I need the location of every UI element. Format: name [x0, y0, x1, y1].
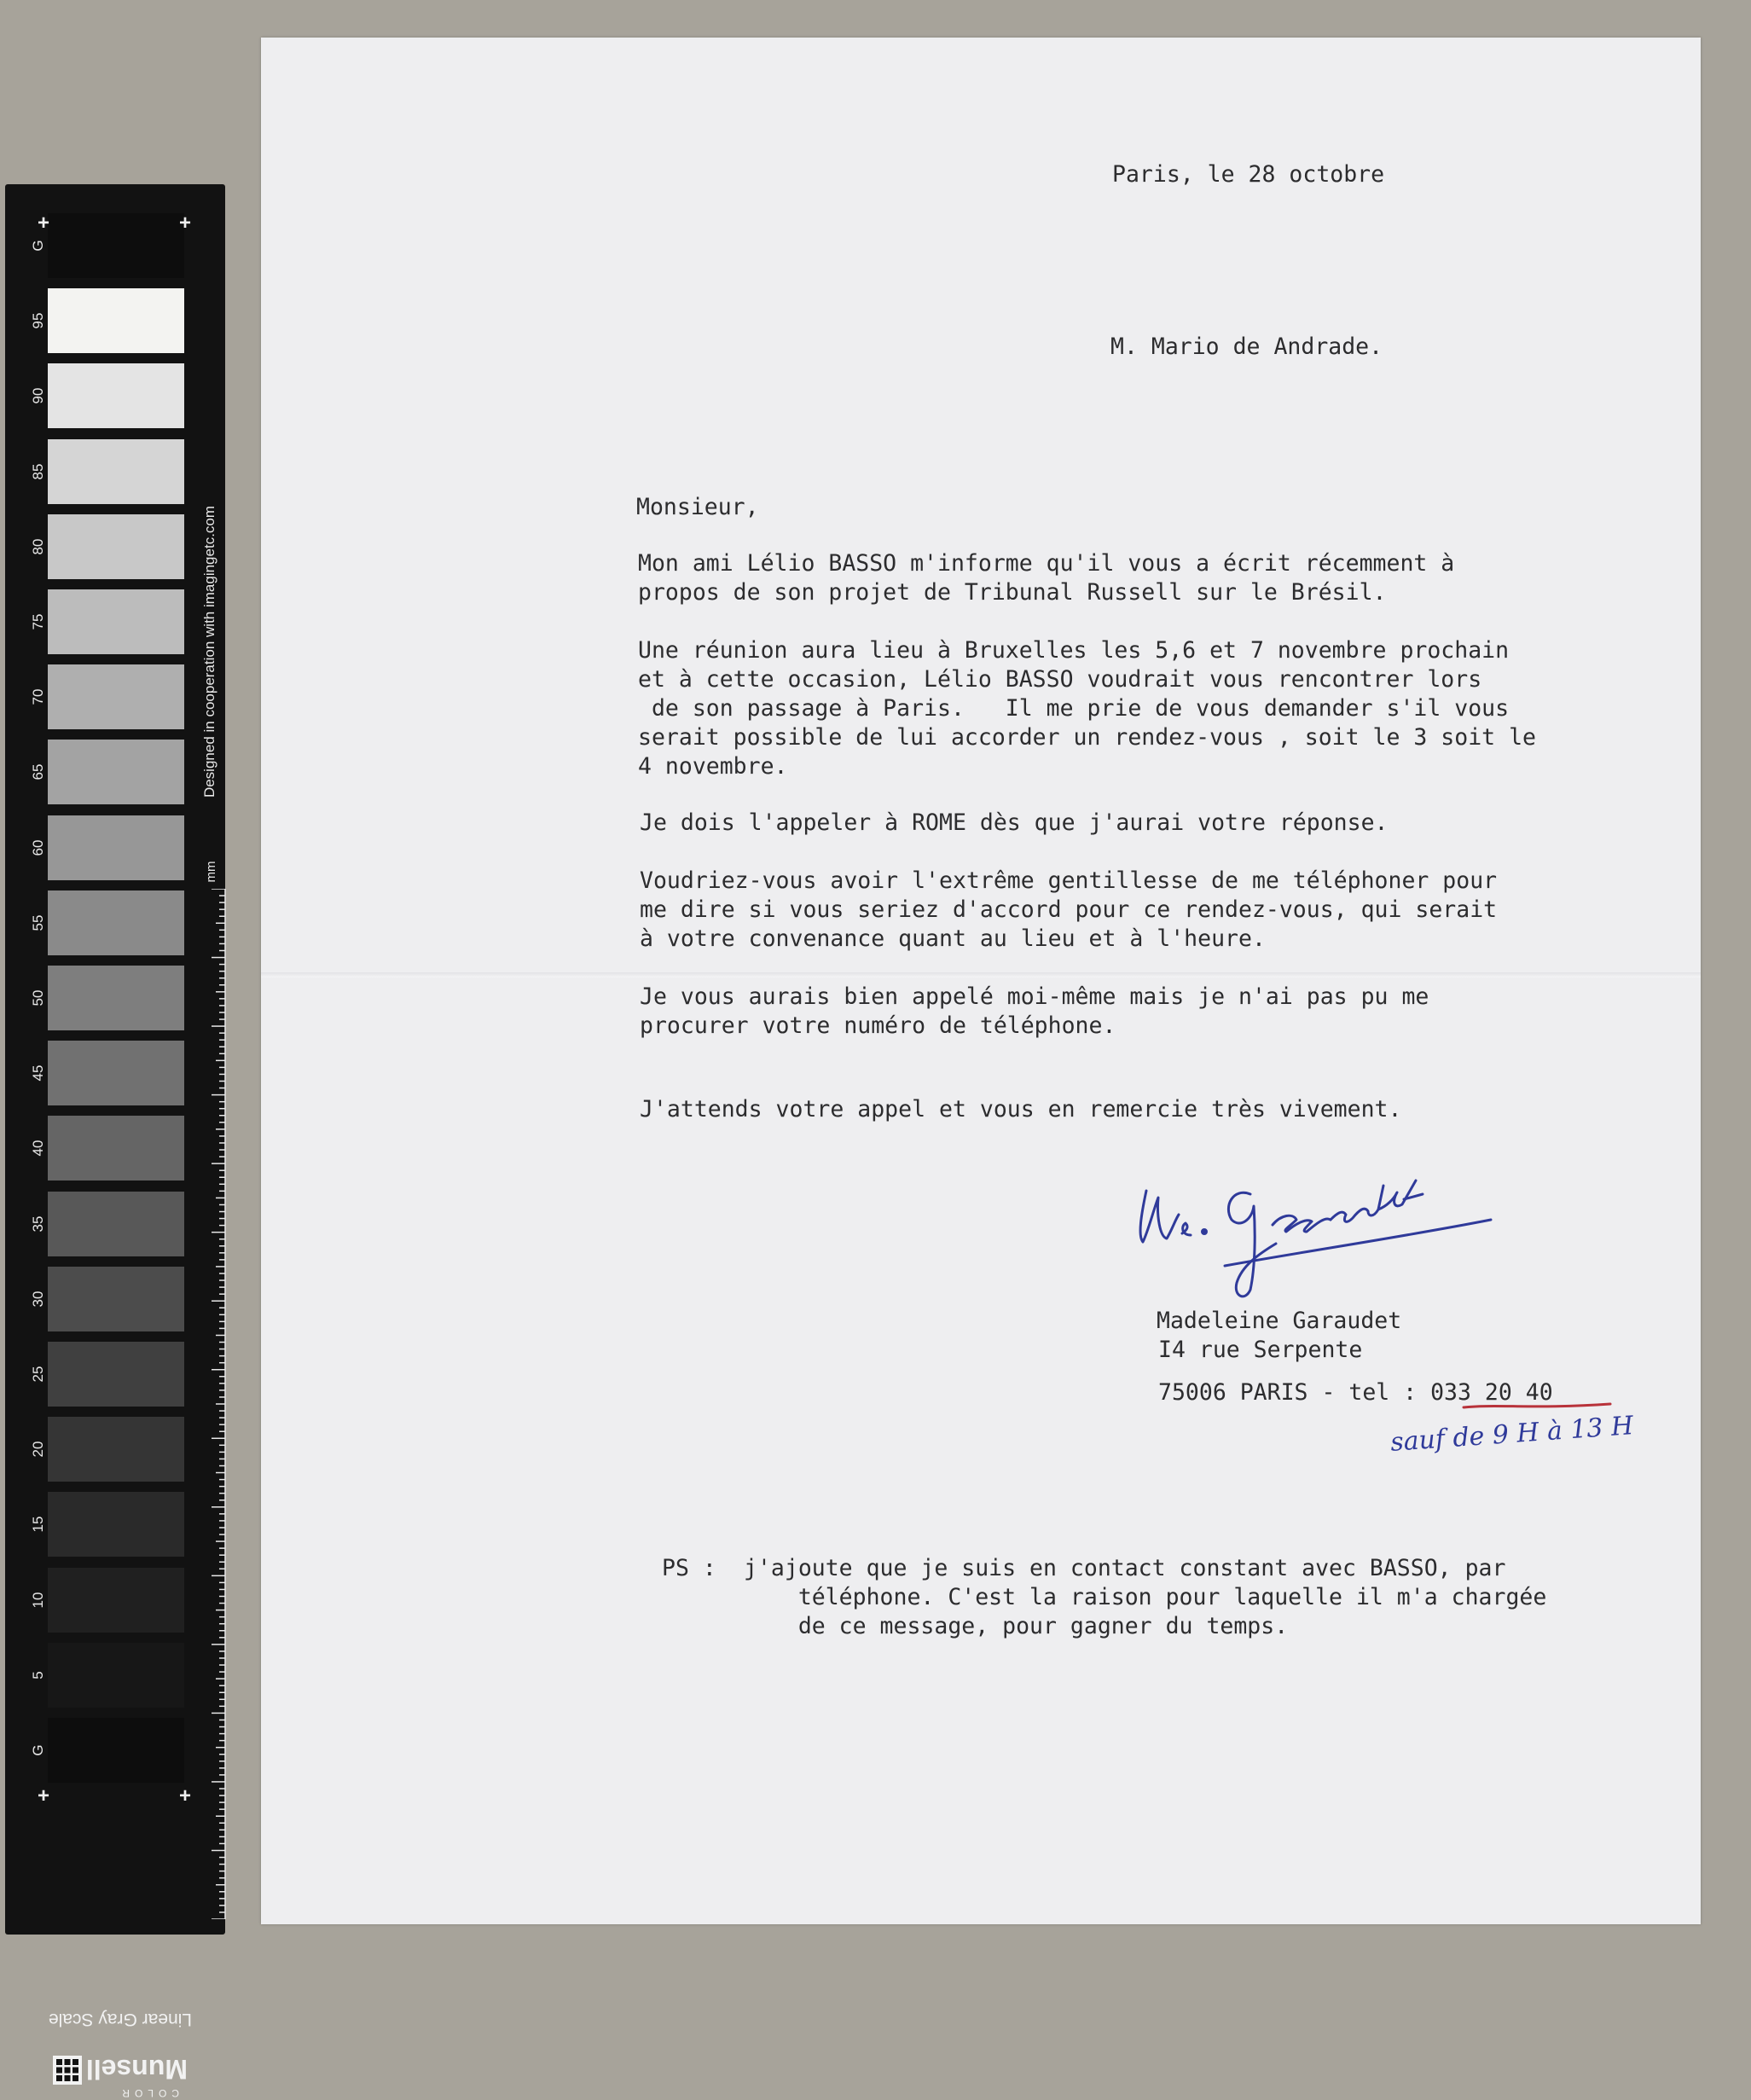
gray-swatch [48, 213, 184, 278]
handwritten-signature [1122, 1138, 1549, 1308]
gray-step-label: 50 [30, 989, 46, 1006]
sender-phone: 033 20 40 [1430, 1379, 1553, 1406]
gray-swatch [48, 1718, 184, 1783]
paper-fold [261, 972, 1701, 977]
paragraph-1: Mon ami Lélio BASSO m'informe qu'il vous a écrit récemment à propos de son projet de Tribunal Russell sur le Brésil. [638, 550, 1455, 606]
gray-step-label: G [30, 1744, 46, 1756]
gray-swatch [48, 439, 184, 504]
gray-step-label: 30 [30, 1291, 46, 1308]
gray-step-label: 95 [30, 312, 46, 329]
gray-swatch [48, 288, 184, 353]
date-line: Paris, le 28 octobre [1112, 161, 1385, 188]
gray-step-label: 75 [30, 613, 46, 630]
gray-swatch [48, 740, 184, 804]
gray-swatch [48, 1568, 184, 1633]
gray-step-label: 85 [30, 463, 46, 480]
paragraph-2: Une réunion aura lieu à Bruxelles les 5,6 et 7 novembre prochain et à cette occasion, Lélio BASSO voudrait vous rencontrer lors de son passage à Paris. Il me prie de vous demander s'il vous serait possible de lui accorder un rendez-vous , soit le 3 soit le 4 novembre. [638, 637, 1536, 780]
munsell-logo [51, 2045, 188, 2100]
registration-mark: + [38, 1784, 50, 1807]
gray-swatch [48, 514, 184, 579]
gray-swatch [48, 1116, 184, 1181]
gray-swatch [48, 1192, 184, 1256]
gray-step-label: G [30, 240, 46, 252]
gray-step-label: 55 [30, 914, 46, 931]
gray-step-label: 35 [30, 1215, 46, 1233]
sender-name: Madeleine Garaudet [1157, 1308, 1402, 1334]
gray-step-label: 5 [30, 1671, 46, 1679]
gray-swatch [48, 1492, 184, 1557]
gray-step-label: 40 [30, 1140, 46, 1157]
gray-swatch [48, 664, 184, 729]
gray-step-label: 45 [30, 1065, 46, 1082]
gray-step-label: 10 [30, 1592, 46, 1609]
brand-sub: COLOR [117, 2087, 179, 2099]
paragraph-5: Je vous aurais bien appelé moi-même mais je n'ai pas pu me procurer votre numéro de téléphone. [640, 983, 1429, 1039]
gray-swatch [48, 966, 184, 1030]
registration-mark: + [179, 1784, 192, 1807]
gray-step-label: 90 [30, 387, 46, 404]
unit-label: mm [204, 861, 218, 883]
gray-swatch [48, 363, 184, 428]
grid-icon [53, 2056, 82, 2085]
gray-swatch [48, 1643, 184, 1708]
card-credit-text: Designed in cooperation with imagingetc.com [201, 505, 217, 798]
gray-step-label: 15 [30, 1516, 46, 1533]
sender-street: I4 rue Serpente [1158, 1337, 1363, 1363]
letter-page [261, 38, 1701, 1924]
registration-mark: + [38, 212, 50, 235]
brand-name: Munsell [85, 2054, 188, 2085]
gray-step-label: 25 [30, 1366, 46, 1383]
gray-swatch [48, 589, 184, 654]
ps-text: j'ajoute que je suis en contact constant avec BASSO, par téléphone. C'est la raison pour laquelle il m'a chargée de ce message, pour gagner du temps. [744, 1555, 1547, 1639]
gray-swatch [48, 890, 184, 955]
paragraph-4: Voudriez-vous avoir l'extrême gentillesse de me téléphoner pour me dire si vous seriez d'accord pour ce rendez-vous, qui serait à votre convenance quant au lieu et à l'heure. [640, 867, 1498, 952]
gray-step-label: 20 [30, 1441, 46, 1458]
handwritten-note: sauf de 9 H à 13 H [1389, 1411, 1635, 1458]
gray-swatch [48, 1417, 184, 1482]
gray-step-label: 65 [30, 763, 46, 780]
gray-swatch [48, 815, 184, 880]
gray-step-label: 80 [30, 538, 46, 555]
sender-city: 75006 PARIS - tel : [1158, 1379, 1431, 1406]
gray-step-label: 70 [30, 688, 46, 705]
recipient: M. Mario de Andrade. [1110, 334, 1383, 360]
closing: J'attends votre appel et vous en remercie très vivement. [640, 1096, 1402, 1123]
gray-swatch [48, 1342, 184, 1407]
gray-scale-card [5, 184, 225, 2099]
phone-underline [1460, 1399, 1614, 1413]
gray-swatch [48, 1041, 184, 1105]
mm-ruler [206, 889, 232, 1919]
gray-swatch [48, 1267, 184, 1331]
paragraph-3: Je dois l'appeler à ROME dès que j'aurai votre réponse. [640, 809, 1389, 836]
ps-label: PS : [662, 1555, 716, 1581]
salutation: Monsieur, [636, 494, 759, 520]
card-title: Linear Gray Scale [48, 2010, 193, 2029]
gray-step-label: 60 [30, 839, 46, 856]
registration-mark: + [179, 212, 192, 235]
